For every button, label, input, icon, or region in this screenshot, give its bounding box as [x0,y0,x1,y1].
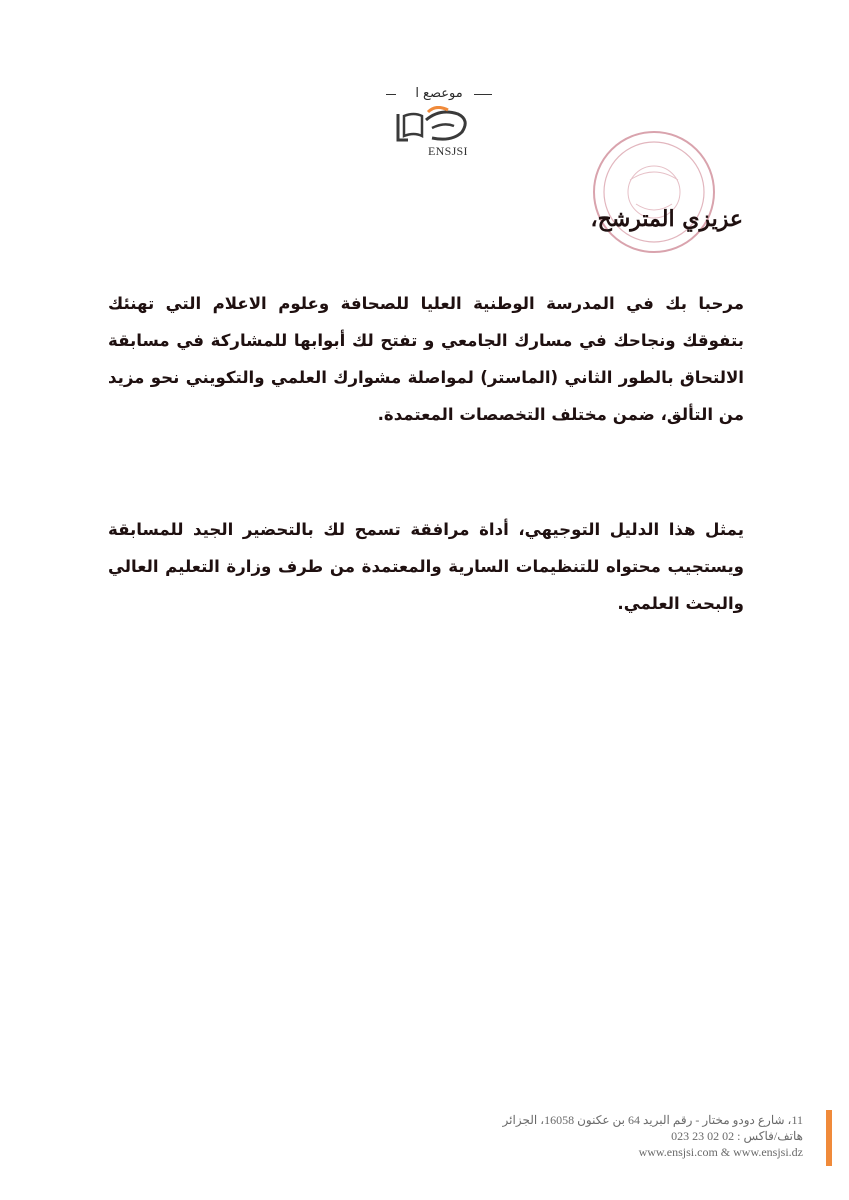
guide-paragraph: يمثل هذا الدليل التوجيهي، أداة مرافقة تسمح لك بالتحضير الجيد للمسابقة ويستجيب محتواه للتنظيمات السارية والمعتمدة من طرف وزارة التعليم العالي والبحث العلمي. [108,519,744,613]
book-emblem-icon [392,106,472,148]
logo-caption: ENSJSI [428,144,468,158]
footer-websites: www.ensjsi.com & www.ensjsi.dz [638,1145,803,1159]
footer-contact [383,1112,803,1160]
logo-rule-right [474,94,492,95]
intro-paragraph: مرحبا بك في المدرسة الوطنية العليا للصحافة وعلوم الاعلام التي تهنئك بتفوقك ونجاحك في مسارك الجامعي و تفتح لك أبوابها للمشاركة في مسابقة الالتحاق بالطور الثاني (الماستر) لمواصلة مشوارك العلمي والتكويني نحو مزيد من التألق، ضمن مختلف التخصصات المعتمدة. [108,293,744,424]
footer-address: 11، شارع دودو مختار - رقم البريد 64 بن عكنون 16058، الجزائر [502,1113,803,1127]
official-stamp-icon [566,130,736,260]
footer-phone: هاتف/فاكس : 02 02 23 023 [671,1129,803,1143]
greeting-heading: عزيزي المترشح، [590,206,743,232]
logo-arabic-text: موعصع ا [415,86,463,101]
school-logo [388,80,488,170]
footer-accent-bar [826,1110,832,1166]
